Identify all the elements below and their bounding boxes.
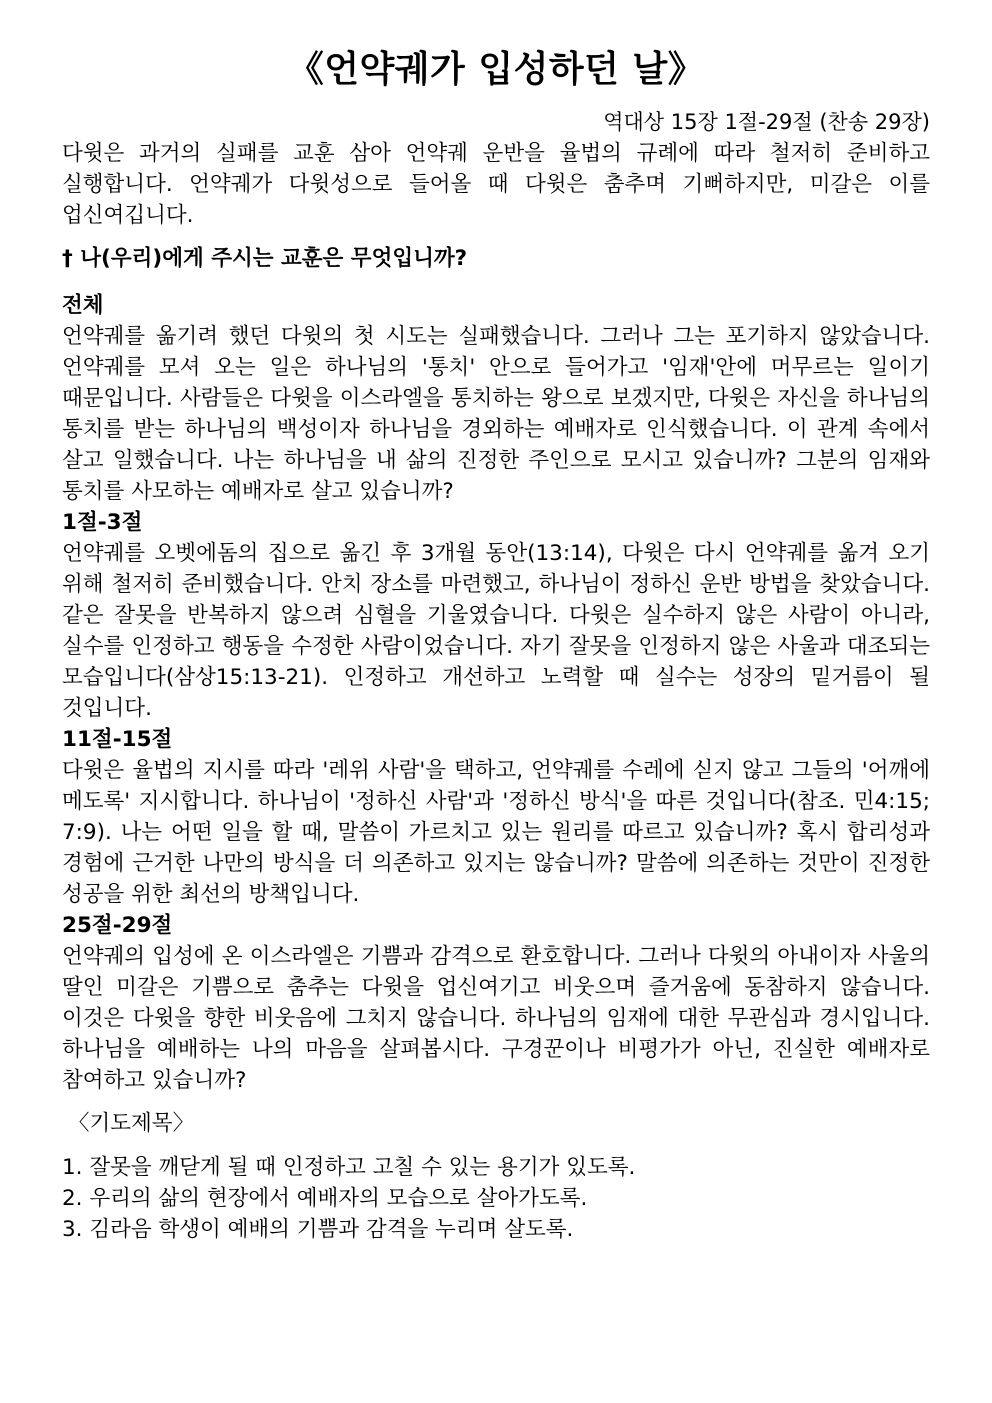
section-verses-1-3: [62, 507, 930, 724]
section-text: 언약궤를 옮기려 했던 다윗의 첫 시도는 실패했습니다. 그러나 그는 포기하지 않았습니다. 언약궤를 모셔 오는 일은 하나님의 '통치' 안으로 들어가고 '임재'안에 머무르는 일이기 때문입니다. 사람들은 다윗을 이스라엘을 통치하는 왕으로 보겠지만, 다윗은 자신을 하나님의 통치를 받는 하나님의 백성이자 하나님을 경외하는 예배자로 인식했습니다. 이 관계 속에서 살고 일했습니다. 나는 하나님을 내 삶의 진정한 주인으로 모시고 있습니까? 그분의 임재와 통치를 사모하는 예배자로 살고 있습니까?: [62, 324, 930, 504]
section-heading: 1절-3절: [62, 510, 143, 535]
lesson-question: † 나(우리)에게 주시는 교훈은 무엇입니까?: [62, 246, 468, 271]
section-text: 언약궤를 오벳에돔의 집으로 옮긴 후 3개월 동안(13:14), 다윗은 다시 언약궤를 옮겨 오기 위해 철저히 준비했습니다. 안치 장소를 마련했고, 하나님이 정하신 운반 방법을 찾았습니다. 같은 잘못을 반복하지 않으려 심혈을 기울였습니다. 다윗은 실수하지 않은 사람이 아니라, 실수를 인정하고 행동을 수정한 사람이었습니다. 자기 잘못을 인정하지 않은 사울과 대조되는 모습입니다(삼상15:13-21). 인정하고 개선하고 노력할 때 실수는 성장의 밑거름이 될 것입니다.: [62, 541, 930, 721]
section-text: 다윗은 율법의 지시를 따라 '레위 사람'을 택하고, 언약궤를 수레에 싣지 않고 그들의 '어깨에 메도록' 지시합니다. 하나님이 '정하신 사람'과 '정하신 방식'을 따른 것입니다(참조. 민4:15; 7:9). 나는 어떤 일을 할 때, 말씀이 가르치고 있는 원리를 따르고 있습니까? 혹시 합리성과 경험에 근거한 나만의 방식을 더 의존하고 있지는 않습니까? 말씀에 의존하는 것만이 진정한 성공을 위한 최선의 방책입니다.: [62, 758, 930, 907]
prayer-list: [62, 1152, 930, 1245]
section-overall: [62, 290, 930, 507]
prayer-item: 3. 김라음 학생이 예배의 기쁨과 감격을 누리며 살도록.: [62, 1217, 574, 1242]
section-verses-11-15: [62, 724, 930, 910]
prayer-item: 1. 잘못을 깨닫게 될 때 인정하고 고칠 수 있는 용기가 있도록.: [62, 1155, 636, 1180]
section-heading: 전체: [62, 293, 104, 318]
section-text: 언약궤의 입성에 온 이스라엘은 기쁨과 감격으로 환호합니다. 그러나 다윗의 아내이자 사울의 딸인 미갈은 기쁨으로 춤추는 다윗을 업신여기고 비웃으며 즐거움에 동참하지 않습니다. 이것은 다윗을 향한 비웃음에 그치지 않습니다. 하나님의 임재에 대한 무관심과 경시입니다. 하나님을 예배하는 나의 마음을 살펴봅시다. 구경꾼이나 비평가가 아닌, 진실한 예배자로 참여하고 있습니까?: [62, 944, 930, 1093]
section-heading: 11절-15절: [62, 727, 173, 752]
devotional-page: [62, 44, 930, 1245]
intro-paragraph: 다윗은 과거의 실패를 교훈 삼아 언약궤 운반을 율법의 규례에 따라 철저히 준비하고 실행합니다. 언약궤가 다윗성으로 들어올 때 다윗은 춤추며 기뻐하지만, 미갈은 이를 업신여깁니다.: [62, 141, 930, 228]
section-verses-25-29: [62, 910, 930, 1096]
page-title: 《언약궤가 입성하던 날》: [287, 49, 705, 90]
scripture-reference: 역대상 15장 1절-29절 (찬송 29장): [603, 110, 930, 134]
prayer-heading: 〈기도제목〉: [68, 1111, 195, 1136]
prayer-item: 2. 우리의 삶의 현장에서 예배자의 모습으로 살아가도록.: [62, 1186, 588, 1211]
section-heading: 25절-29절: [62, 913, 173, 938]
